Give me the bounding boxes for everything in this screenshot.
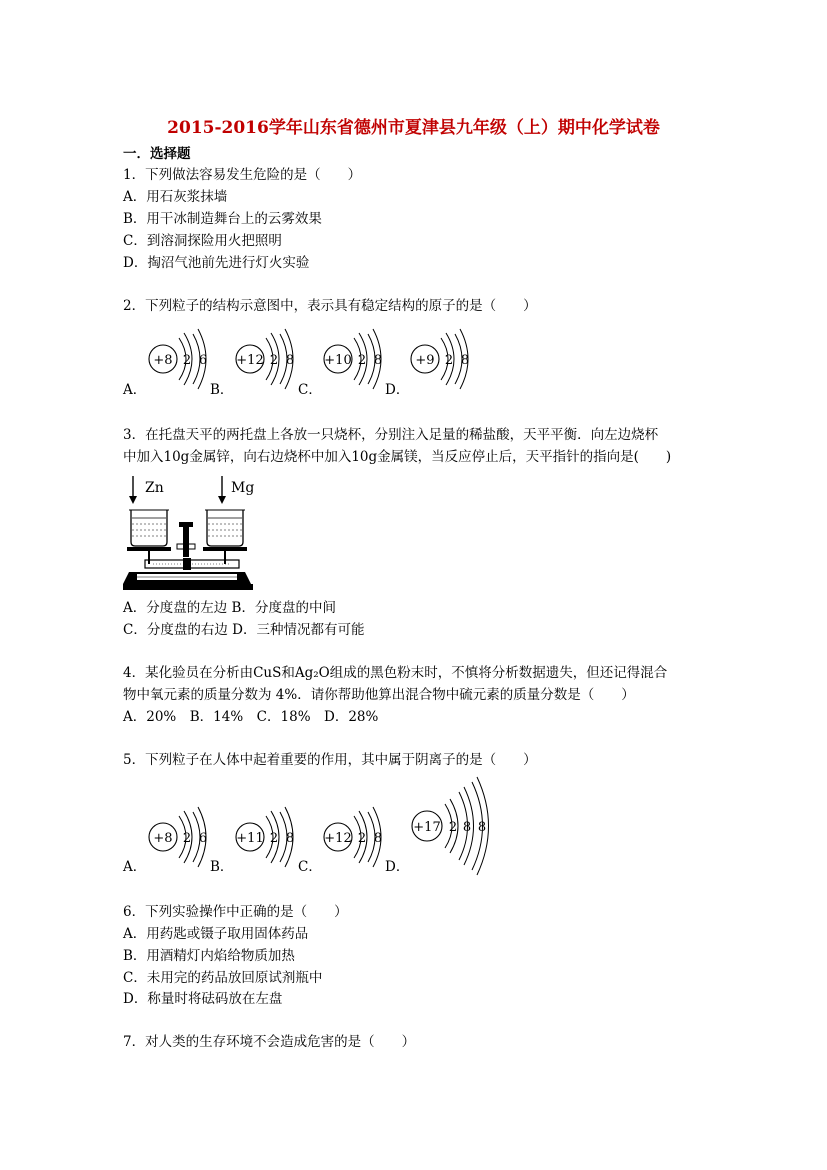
q3-options-line1: A．分度盘的左边 B．分度盘的中间 — [123, 600, 336, 616]
q2-label-d: D． — [385, 382, 410, 398]
shell-1-electrons: 2 — [182, 831, 192, 846]
shell-1-electrons: 2 — [444, 353, 454, 368]
nucleus-label: +10 — [324, 353, 352, 368]
shell-1-electrons: 2 — [269, 353, 279, 368]
q6-option-a: A．用药匙或镊子取用固体药品 — [123, 926, 309, 942]
q4-options: A．20% B．14% C．18% D．28% — [123, 709, 379, 725]
shell-2-electrons: 8 — [373, 353, 383, 368]
exam-title: 2015-2016学年山东省德州市夏津县九年级（上）期中化学试卷 — [167, 118, 660, 138]
nucleus-label: +12 — [236, 353, 264, 368]
shell-2-electrons: 8 — [285, 353, 295, 368]
balance-figure — [123, 472, 263, 604]
q3-stem-line2: 中加入10g金属锌，向右边烧杯中加入10g金属镁，当反应停止后，天平指针的指向是( ) — [123, 449, 672, 465]
section-heading: 一．选择题 — [123, 146, 191, 162]
shell-2-electrons: 6 — [198, 353, 208, 368]
nucleus-label: +9 — [415, 353, 435, 368]
q5-label-b: B． — [210, 859, 234, 875]
shell-1-electrons: 2 — [182, 353, 192, 368]
shell-3-electrons: 8 — [477, 820, 487, 835]
q1-option-d: D．掏沼气池前先进行灯火实验 — [123, 255, 310, 271]
shell-2-electrons: 6 — [198, 831, 208, 846]
q1-stem: 1．下列做法容易发生危险的是（ ） — [123, 167, 362, 183]
q7-stem: 7．对人类的生存环境不会造成危害的是（ ） — [123, 1034, 416, 1050]
q6-stem: 6．下列实验操作中正确的是（ ） — [123, 904, 348, 920]
q4-stem-line1: 4．某化验员在分析由CuS和Ag₂O组成的黑色粉末时，不慎将分析数据遗失，但还记得混合 — [123, 665, 668, 681]
q3-stem-line1: 3．在托盘天平的两托盘上各放一只烧杯，分别注入足量的稀盐酸，天平平衡．向左边烧杯 — [123, 427, 659, 443]
q6-option-d: D．称量时将砝码放在左盘 — [123, 991, 283, 1007]
q3-options-line2: C．分度盘的右边 D．三种情况都有可能 — [123, 622, 365, 638]
nucleus-label: +11 — [236, 831, 264, 846]
zn-label: Zn — [145, 480, 164, 496]
shell-1-electrons: 2 — [448, 820, 458, 835]
nucleus-label: +17 — [413, 820, 441, 835]
shell-1-electrons: 2 — [357, 831, 367, 846]
q1-option-c: C．到溶洞探险用火把照明 — [123, 233, 282, 249]
shell-2-electrons: 8 — [373, 831, 383, 846]
nucleus-label: +12 — [324, 831, 352, 846]
q5-stem: 5．下列粒子在人体中起着重要的作用，其中属于阴离子的是（ ） — [123, 752, 537, 768]
nucleus-label: +8 — [153, 353, 173, 368]
shell-2-electrons: 8 — [285, 831, 295, 846]
q5-label-d: D． — [385, 859, 410, 875]
q2-label-c: C． — [298, 382, 322, 398]
mg-label: Mg — [231, 480, 255, 496]
q5-diagram-d — [405, 776, 515, 880]
q4-stem-line2: 物中氧元素的质量分数为 4%．请你帮助他算出混合物中硫元素的质量分数是（ ） — [123, 687, 635, 703]
shell-1-electrons: 2 — [269, 831, 279, 846]
nucleus-label: +8 — [153, 831, 173, 846]
shell-2-electrons: 8 — [460, 353, 470, 368]
q6-option-b: B．用酒精灯内焰给物质加热 — [123, 948, 295, 964]
q2-label-a: A． — [123, 382, 147, 398]
shell-2-electrons: 8 — [462, 820, 472, 835]
q5-label-a: A． — [123, 859, 147, 875]
shell-1-electrons: 2 — [357, 353, 367, 368]
q1-option-a: A．用石灰浆抹墙 — [123, 189, 228, 205]
q1-option-b: B．用干冰制造舞台上的云雾效果 — [123, 211, 322, 227]
q5-label-c: C． — [298, 859, 322, 875]
q2-stem: 2．下列粒子的结构示意图中，表示具有稳定结构的原子的是（ ） — [123, 298, 537, 314]
q2-label-b: B． — [210, 382, 234, 398]
q6-option-c: C．未用完的药品放回原试剂瓶中 — [123, 970, 323, 986]
